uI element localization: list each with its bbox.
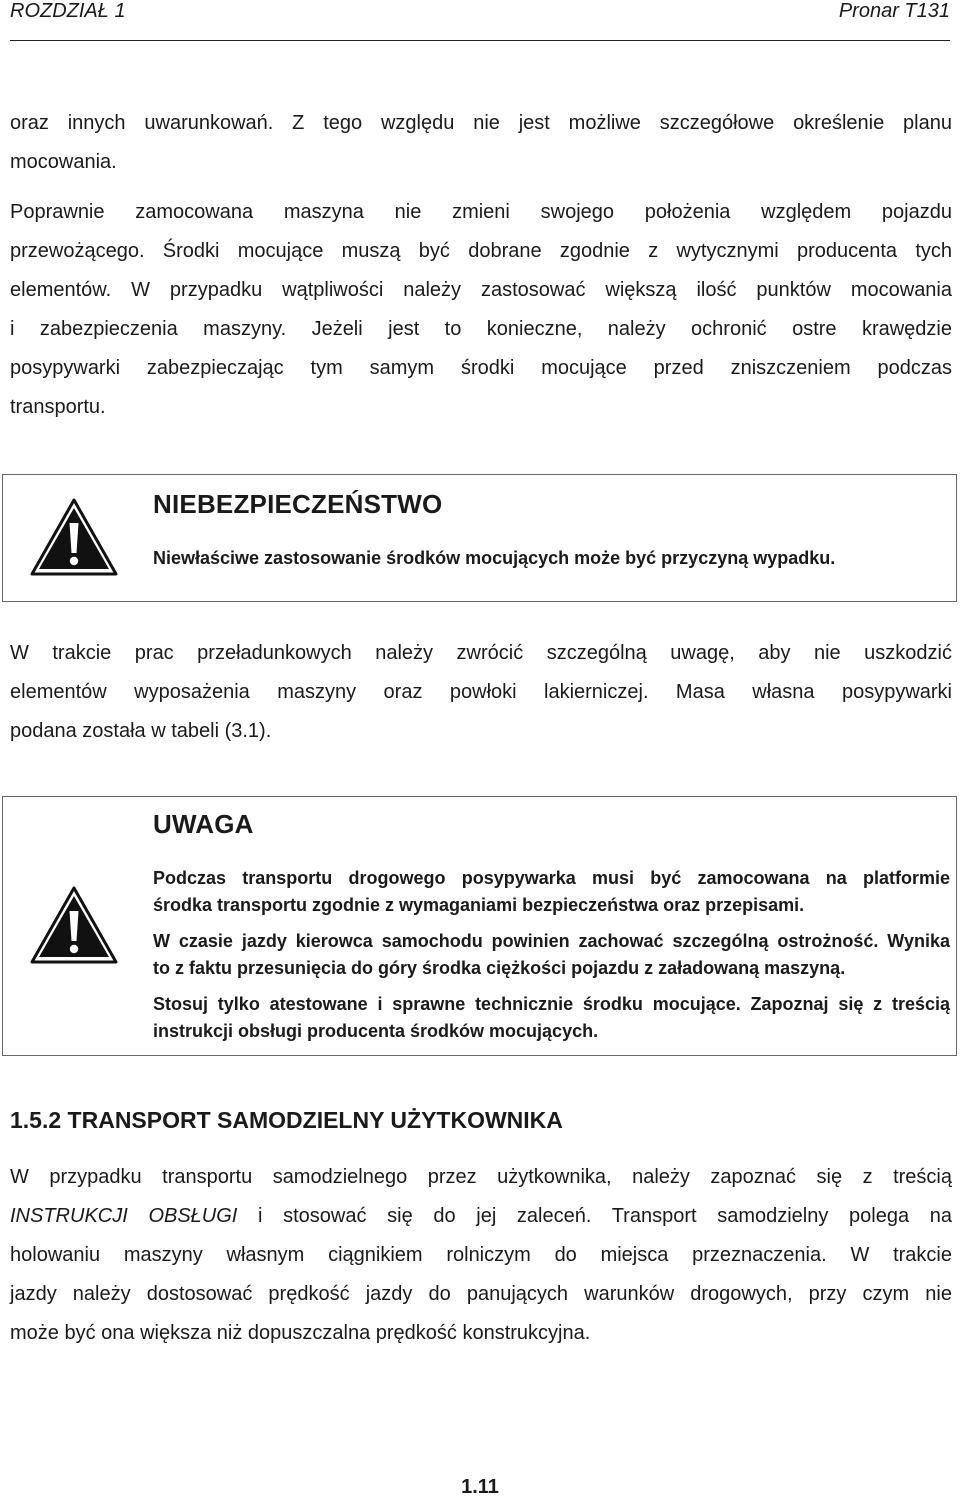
- danger-notice-box: [2, 474, 957, 602]
- text-line: Poprawnie zamocowana maszyna nie zmieni swojego położenia względem pojazdu: [10, 201, 952, 223]
- warning-triangle-icon: [29, 885, 119, 965]
- text-line: W czasie jazdy kierowca samochodu powinien zachować szczególną ostrożność. Wynika: [153, 931, 950, 951]
- header-product: Pronar T131: [838, 0, 950, 22]
- text-line: środka transportu zgodnie z wymaganiami bezpieczeństwa oraz przepisami.: [153, 895, 805, 915]
- header-chapter: ROZDZIAŁ 1: [10, 0, 126, 22]
- text-line: instrukcji obsługi producenta środków mocujących.: [153, 1021, 599, 1041]
- text-line: i zabezpieczenia maszyny. Jeżeli jest to konieczne, należy ochronić ostre krawędzie: [10, 318, 952, 340]
- manual-reference: INSTRUKCJI OBSŁUGI: [10, 1205, 238, 1227]
- warning-triangle-icon: [29, 497, 119, 577]
- text-line: [10, 1197, 952, 1236]
- text-line: podana została w tabeli (3.1).: [10, 720, 272, 742]
- caution-text-transport: [153, 865, 950, 919]
- caution-title: UWAGA: [153, 809, 254, 839]
- text-line: transportu.: [10, 396, 106, 418]
- paragraph-fastening: [10, 193, 952, 427]
- danger-text: [153, 545, 950, 572]
- text-line: W trakcie prac przeładunkowych należy zwrócić szczególną uwagę, aby nie uszkodzić: [10, 642, 952, 664]
- text-line: posypywarki zabezpieczając tym samym środki mocujące przed zniszczeniem podczas: [10, 357, 952, 379]
- text-line: Niewłaściwe zastosowanie środków mocujących może być przyczyną wypadku.: [153, 548, 836, 568]
- text-line: jazdy należy dostosować prędkość jazdy do panujących warunków drogowych, przy czym nie: [10, 1283, 952, 1305]
- text-line: elementów wyposażenia maszyny oraz powłoki lakierniczej. Masa własna posypywarki: [10, 681, 952, 703]
- text-line: oraz innych uwarunkowań. Z tego względu nie jest możliwe szczegółowe określenie planu: [10, 112, 952, 134]
- paragraph-self-transport: [10, 1158, 952, 1353]
- danger-title: NIEBEZPIECZEŃSTWO: [153, 489, 443, 519]
- text-line: może być ona większa niż dopuszczalna prędkość konstrukcyjna.: [10, 1322, 591, 1344]
- caution-notice-box: [2, 796, 957, 1056]
- text-line: Podczas transportu drogowego posypywarka musi być zamocowana na platformie: [153, 868, 950, 888]
- caution-text-driver: [153, 928, 950, 982]
- caution-text-fasteners: [153, 991, 950, 1045]
- text-line: mocowania.: [10, 151, 117, 173]
- text-fragment: i stosować się do jej zaleceń. Transport samodzielny polega na: [237, 1205, 952, 1227]
- text-line: W przypadku transportu samodzielnego przez użytkownika, należy zapoznać się z treścią: [10, 1166, 952, 1188]
- paragraph-handling: [10, 634, 952, 751]
- section-heading: 1.5.2 TRANSPORT SAMODZIELNY UŻYTKOWNIKA: [10, 1107, 563, 1133]
- text-line: holowaniu maszyny własnym ciągnikiem rolniczym do miejsca przeznaczenia. W trakcie: [10, 1244, 952, 1266]
- page-number: 1.11: [461, 1476, 499, 1498]
- running-header: [10, 0, 950, 41]
- text-line: Stosuj tylko atestowane i sprawne technicznie środku mocujące. Zapoznaj się z treścią: [153, 994, 950, 1014]
- text-line: elementów. W przypadku wątpliwości należy zastosować większą ilość punktów mocowania: [10, 279, 952, 301]
- text-line: przewożącego. Środki mocujące muszą być dobrane zgodnie z wytycznymi producenta tych: [10, 240, 952, 262]
- paragraph-mounting-plan: [10, 104, 952, 182]
- text-line: to z faktu przesunięcia do góry środka ciężkości pojazdu z załadowaną maszyną.: [153, 958, 846, 978]
